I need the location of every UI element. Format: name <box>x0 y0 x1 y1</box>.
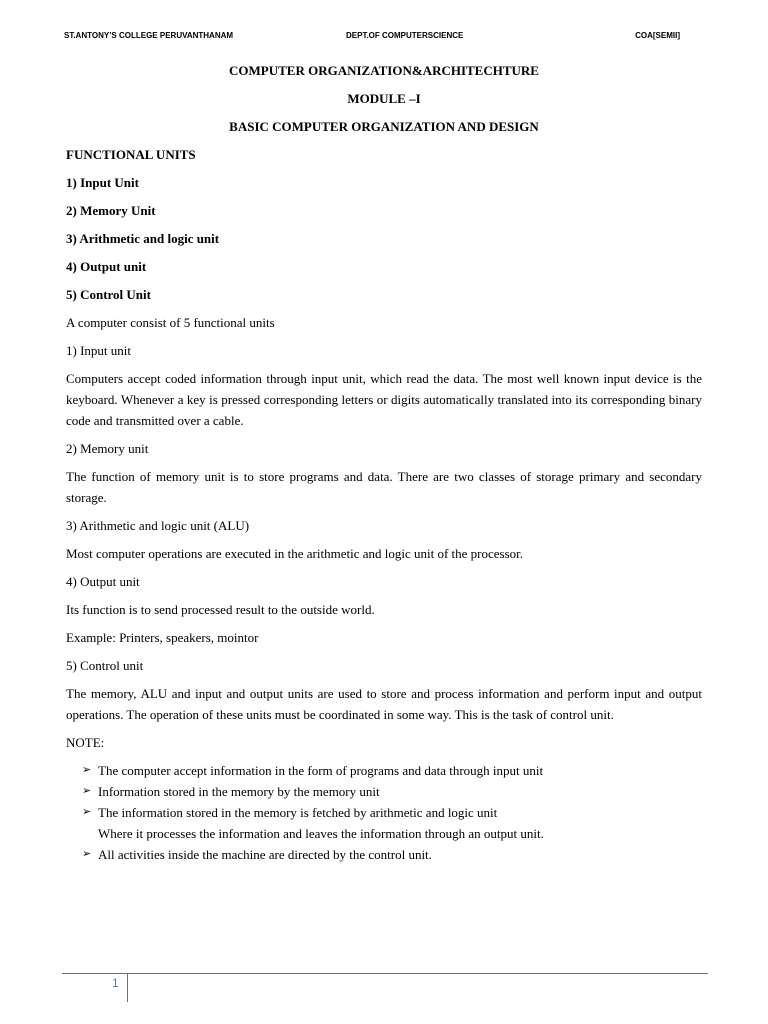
note-text: All activities inside the machine are directed by the control unit. <box>98 847 432 862</box>
header-college: ST.ANTONY’S COLLEGE PERUVANTHANAM <box>64 31 234 40</box>
paragraph: Its function is to send processed result to the outside world. <box>66 602 375 617</box>
arrow-bullet-icon: ➢ <box>82 806 92 818</box>
subheading: 4) Output unit <box>66 574 140 589</box>
module-title: MODULE –I <box>347 91 421 106</box>
document-title: COMPUTER ORGANIZATION&ARCHITECHTURE <box>229 63 539 78</box>
section-title: BASIC COMPUTER ORGANIZATION AND DESIGN <box>229 119 539 134</box>
page-header <box>64 31 680 45</box>
document-body <box>66 60 702 865</box>
paragraph: Computers accept coded information through input unit, which read the data. The most well known input device is the keyboard. Whenever a key is pressed corresponding letters or digits automatically translated into its corresponding binary code and transmitted over a cable. <box>66 371 702 428</box>
page-number: 1 <box>112 976 119 990</box>
subheading: 3) Arithmetic and logic unit (ALU) <box>66 518 250 533</box>
notes-list-continued <box>66 844 702 865</box>
note-continuation: Where it processes the information and leaves the information through an output unit. <box>98 826 544 841</box>
unit-list-item: 5) Control Unit <box>66 287 151 302</box>
note-label: NOTE: <box>66 735 105 750</box>
header-course: COA[SEMII] <box>635 31 680 40</box>
arrow-bullet-icon: ➢ <box>82 764 92 776</box>
footer-vertical-divider <box>127 974 128 1002</box>
subheading: 1) Input unit <box>66 343 131 358</box>
header-department: DEPT.OF COMPUTERSCIENCE <box>346 31 464 40</box>
arrow-bullet-icon: ➢ <box>82 848 92 860</box>
note-text: Information stored in the memory by the memory unit <box>98 784 380 799</box>
note-text: The information stored in the memory is fetched by arithmetic and logic unit <box>98 805 498 820</box>
unit-list-item: 1) Input Unit <box>66 175 139 190</box>
unit-list-item: 3) Arithmetic and logic unit <box>66 231 220 246</box>
paragraph: The function of memory unit is to store programs and data. There are two classes of storage primary and secondary storage. <box>66 469 702 505</box>
unit-list-item: 2) Memory Unit <box>66 203 156 218</box>
arrow-bullet-icon: ➢ <box>82 785 92 797</box>
list-item <box>82 760 702 781</box>
list-item <box>82 844 702 865</box>
list-item <box>82 781 702 802</box>
subheading: 2) Memory unit <box>66 441 149 456</box>
list-item <box>82 802 702 823</box>
functional-units-heading: FUNCTIONAL UNITS <box>66 147 196 162</box>
footer-divider <box>62 973 708 974</box>
notes-list <box>66 760 702 823</box>
subheading: 5) Control unit <box>66 658 144 673</box>
unit-list-item: 4) Output unit <box>66 259 147 274</box>
paragraph: The memory, ALU and input and output units are used to store and process information and perform input and output operations. The operation of these units must be coordinated in some way. This is the task of control unit. <box>66 686 702 722</box>
note-text: The computer accept information in the form of programs and data through input unit <box>98 763 544 778</box>
paragraph: A computer consist of 5 functional units <box>66 315 275 330</box>
paragraph: Most computer operations are executed in the arithmetic and logic unit of the processor. <box>66 546 524 561</box>
paragraph: Example: Printers, speakers, mointor <box>66 630 259 645</box>
